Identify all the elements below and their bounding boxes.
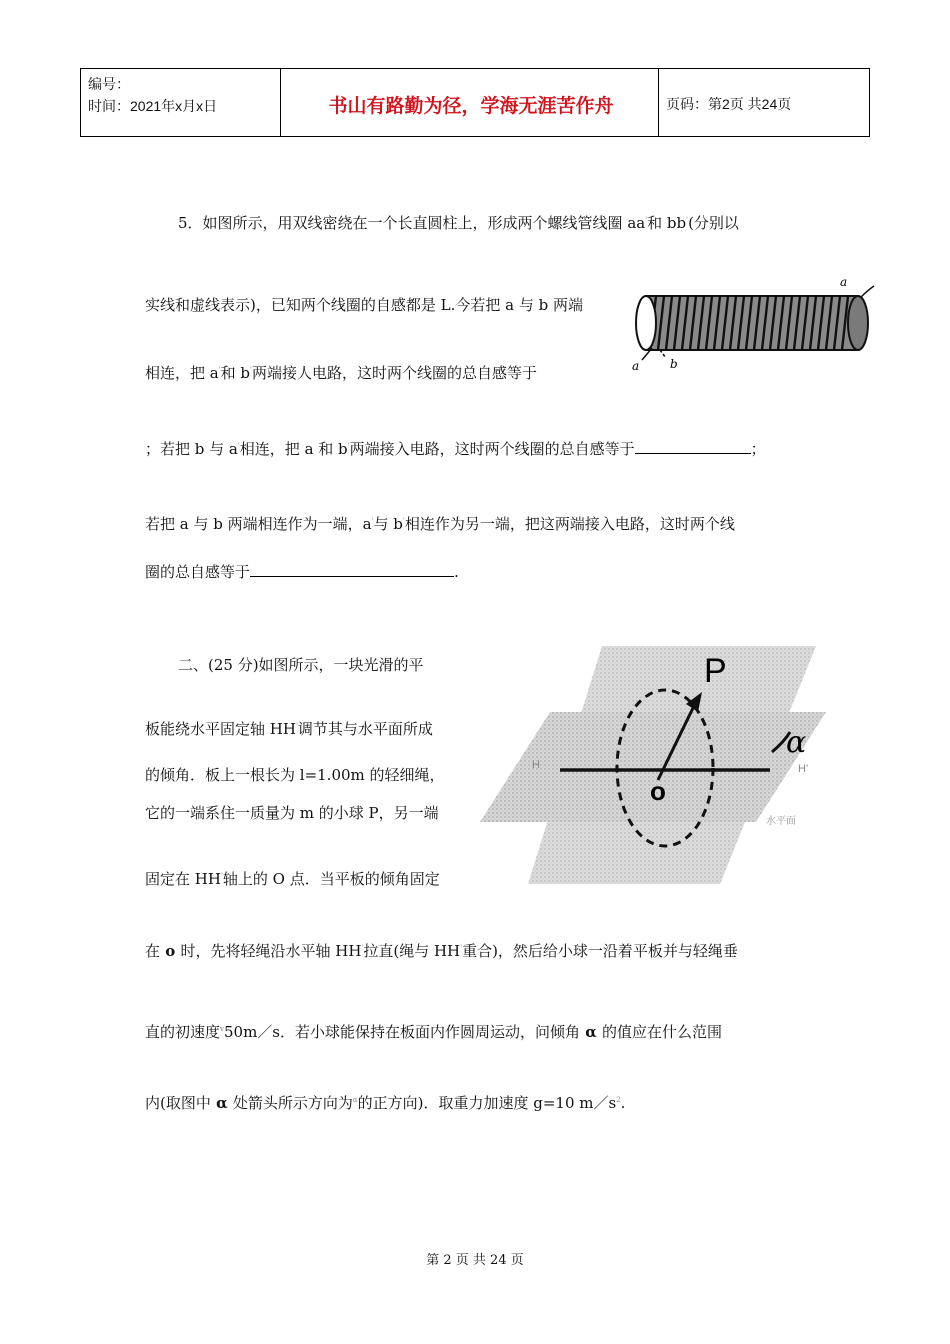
header-divider xyxy=(869,69,870,136)
page-header xyxy=(80,68,870,137)
header-divider xyxy=(80,69,81,136)
serial-label: 编号： xyxy=(88,76,130,92)
q5-line-2: 实线和虚线表示)，已知两个线圈的自感都是 L.今若把 a 与 b 两端 xyxy=(145,296,583,314)
date-label: 时间：2021年x月x日 xyxy=(88,98,218,114)
label-p: P xyxy=(704,652,727,690)
q2-line-3: 的倾角．板上一根长为 l=1.00m 的轻细绳， xyxy=(145,766,445,784)
alpha-symbol: o xyxy=(160,942,181,960)
q2-line-5: 固定在 HH'轴上的 O 点．当平板的倾角固定 xyxy=(145,870,440,888)
q5-line-6: 圈的总自感等于 . xyxy=(145,563,459,581)
solenoid-figure xyxy=(628,272,876,372)
q2-line-2: 板能绕水平固定轴 HH'调节其与水平面所成 xyxy=(145,720,433,738)
label-b: b xyxy=(670,357,678,371)
label-h-right: H' xyxy=(798,763,809,775)
inclined-plane-figure xyxy=(480,640,840,890)
header-divider xyxy=(658,69,659,136)
answer-blank[interactable] xyxy=(635,439,751,454)
label-alpha: α xyxy=(786,725,807,760)
alpha-symbol: α xyxy=(580,1023,602,1041)
alpha-symbol: α xyxy=(210,1094,233,1112)
page-footer: 第 2 页 共 24 页 xyxy=(426,1253,524,1268)
label-a-top: a xyxy=(840,275,848,289)
q5-line-1: 5．如图所示，用双线密绕在一个长直圆柱上，形成两个螺线管线圈 aa'和 bb'(分别以 xyxy=(178,214,739,232)
label-h-left: H xyxy=(532,759,540,771)
q2-line-6: 在 o 时，先将轻绳沿水平轴 HH'拉直(绳与 HH'重合)，然后给小球一沿着平板并与轻绳垂 xyxy=(145,942,738,960)
q2-line-7: 直的初速度$^v$50m／s．若小球能保持在板面内作圆周运动，问倾角 α 的值应在什么范围 xyxy=(145,1023,723,1041)
lead-a-top xyxy=(860,286,874,298)
lead-b xyxy=(660,350,666,358)
q5-line-4: ；若把 b 与 a'相连，把 a 和 b'两端接入电路，这时两个线圈的总自感等于 ； xyxy=(145,440,766,458)
header-motto: 书山有路勤为径，学海无涯苦作舟 xyxy=(328,96,614,117)
header-page-info: 页码：第2页 共24页 xyxy=(666,96,792,112)
q2-line-4: 它的一端系住一质量为 m 的小球 P，另一端 xyxy=(145,804,439,822)
header-meta xyxy=(88,73,217,117)
cylinder-end-left xyxy=(636,296,656,350)
cylinder-end-right xyxy=(848,296,868,350)
q5-line-5: 若把 a 与 b 两端相连作为一端，a'与 b'相连作为另一端，把这两端接入电路，这时两个线 xyxy=(145,515,735,533)
q2-line-1: 二、(25 分)如图所示，一块光滑的平 xyxy=(178,656,424,674)
q5-line-3: 相连，把 a'和 b'两端接人电路，这时两个线圈的总自感等于 xyxy=(145,364,537,382)
label-horizontal-plane: 水平面 xyxy=(766,816,796,827)
label-a-bottom: a xyxy=(632,359,640,372)
header-divider xyxy=(280,69,281,136)
answer-blank[interactable] xyxy=(250,562,454,577)
q2-line-8: 内(取图中 α 处箭头所示方向为$^\alpha$的正方向)．取重力加速度 g=10 $m/s^2$. xyxy=(145,1094,626,1112)
label-o: o xyxy=(650,776,666,806)
